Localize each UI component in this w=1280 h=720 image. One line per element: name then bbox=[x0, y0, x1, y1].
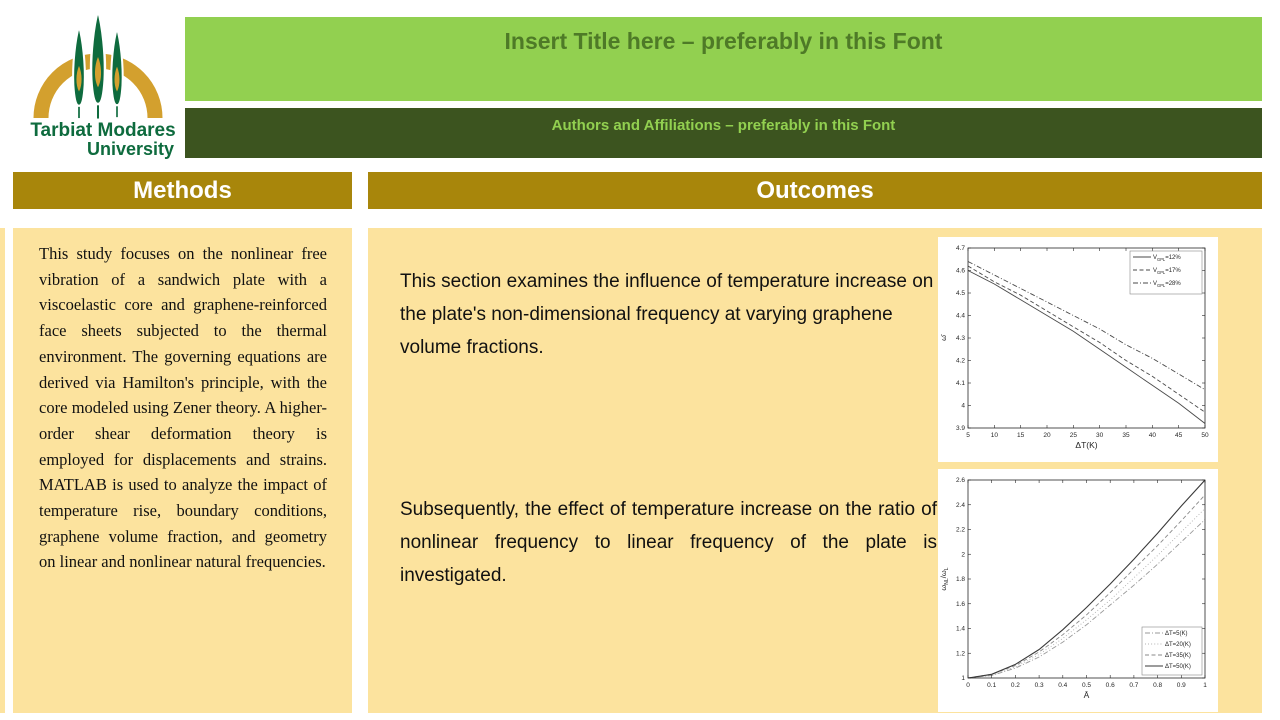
svg-text:40: 40 bbox=[1148, 432, 1156, 439]
svg-text:ΔT=20(K): ΔT=20(K) bbox=[1165, 642, 1191, 648]
svg-text:20: 20 bbox=[1043, 432, 1051, 439]
outcomes-heading: Outcomes bbox=[756, 176, 874, 204]
svg-text:1: 1 bbox=[1203, 682, 1207, 689]
svg-text:1.2: 1.2 bbox=[955, 650, 965, 658]
svg-text:VGPL=17%: $V_{GPL}=17\%$ bbox=[1153, 268, 1181, 275]
svg-text:2.4: 2.4 bbox=[955, 501, 965, 509]
svg-text:2.6: 2.6 bbox=[955, 477, 965, 485]
university-logo-icon bbox=[23, 6, 183, 120]
svg-text:ω̄: ω̄ bbox=[939, 335, 948, 341]
svg-text:Ā: Ā bbox=[1083, 690, 1090, 700]
svg-text:4: 4 bbox=[961, 402, 965, 410]
svg-text:0.5: 0.5 bbox=[1081, 682, 1092, 689]
methods-heading: Methods bbox=[133, 176, 232, 204]
outcomes-paragraph-2: Subsequently, the effect of temperature increase on the ratio of nonlinear frequency to linear frequency of the plate is investigated. bbox=[400, 499, 937, 586]
svg-text:ωNL/ωL: $\omega_{NL}/\omega_L$ bbox=[939, 567, 950, 591]
svg-text:1: 1 bbox=[961, 675, 965, 683]
svg-text:4.3: 4.3 bbox=[955, 335, 965, 343]
outcomes-paragraph-1: This section examines the influence of temperature increase on the plate's non-dimensional frequency at varying graphene volume fractions. bbox=[400, 271, 934, 358]
svg-text:30: 30 bbox=[1096, 432, 1104, 439]
outcomes-section-header bbox=[368, 172, 1262, 209]
methods-panel bbox=[13, 228, 352, 713]
svg-text:0.7: 0.7 bbox=[1129, 682, 1139, 689]
svg-text:2.2: 2.2 bbox=[955, 526, 965, 534]
svg-text:ΔT=5(K): ΔT=5(K) bbox=[1165, 631, 1188, 637]
svg-text:25: 25 bbox=[1069, 432, 1077, 439]
svg-text:1.6: 1.6 bbox=[955, 600, 965, 608]
svg-text:2: 2 bbox=[961, 551, 965, 559]
svg-text:4.4: 4.4 bbox=[955, 312, 965, 320]
svg-text:4.7: 4.7 bbox=[955, 245, 965, 253]
svg-text:10: 10 bbox=[990, 432, 998, 439]
svg-text:0.4: 0.4 bbox=[1058, 682, 1068, 689]
svg-text:ΔT(K): ΔT(K) bbox=[1075, 440, 1098, 450]
methods-body-text: This study focuses on the nonlinear free vibration of a sandwich plate with a viscoelastic core and graphene-reinforced face sheets subjected to the thermal environment. The governing equations are derived via Hamilton's principle, with the core modeled using Zener theory. A higher-order shear deformation theory is employed for displacements and strains. MATLAB is used to analyze the impact of temperature rise, boundary conditions, graphene volume fraction, and geometry on linear and nonlinear natural frequencies. bbox=[39, 244, 327, 572]
svg-text:45: 45 bbox=[1175, 432, 1183, 439]
poster-title: Insert Title here – preferably in this Font bbox=[504, 28, 943, 54]
svg-text:0.6: 0.6 bbox=[1105, 682, 1115, 689]
svg-text:35: 35 bbox=[1122, 432, 1130, 439]
title-bar bbox=[185, 17, 1262, 101]
authors-text: Authors and Affiliations – preferably in this Font bbox=[551, 117, 896, 134]
svg-text:15: 15 bbox=[1017, 432, 1025, 439]
logo-text-line1: Tarbiat Modares bbox=[30, 120, 176, 141]
methods-section-header bbox=[13, 172, 352, 209]
chart-frequency-vs-temperature bbox=[938, 237, 1218, 462]
left-edge-strip bbox=[0, 228, 5, 713]
svg-text:50: 50 bbox=[1201, 432, 1209, 439]
svg-text:0.9: 0.9 bbox=[1176, 682, 1186, 689]
svg-text:0.2: 0.2 bbox=[1010, 682, 1020, 689]
svg-text:4.5: 4.5 bbox=[955, 290, 965, 298]
svg-text:VGPL=28%: $V_{GPL}=28\%$ bbox=[1153, 281, 1181, 288]
svg-text:ΔT=50(K): ΔT=50(K) bbox=[1165, 664, 1191, 670]
svg-text:ΔT=35(K): ΔT=35(K) bbox=[1165, 653, 1191, 659]
chart-nonlinear-frequency-ratio bbox=[938, 469, 1218, 712]
svg-text:1.8: 1.8 bbox=[955, 576, 965, 584]
authors-bar bbox=[185, 108, 1262, 158]
logo-text-line2: University bbox=[86, 139, 174, 159]
svg-text:0.3: 0.3 bbox=[1034, 682, 1044, 689]
svg-text:0.8: 0.8 bbox=[1153, 682, 1163, 689]
svg-text:4.6: 4.6 bbox=[955, 267, 965, 275]
svg-text:4.1: 4.1 bbox=[955, 380, 965, 388]
svg-text:1.4: 1.4 bbox=[955, 625, 965, 633]
university-logo bbox=[22, 6, 184, 164]
svg-text:0: 0 bbox=[966, 682, 970, 689]
svg-text:5: 5 bbox=[966, 432, 970, 439]
svg-text:3.9: 3.9 bbox=[955, 425, 965, 433]
svg-text:0.1: 0.1 bbox=[987, 682, 997, 689]
svg-text:4.2: 4.2 bbox=[955, 357, 965, 365]
svg-text:VGPL=12%: $V_{GPL}=12\%$ bbox=[1153, 255, 1181, 262]
